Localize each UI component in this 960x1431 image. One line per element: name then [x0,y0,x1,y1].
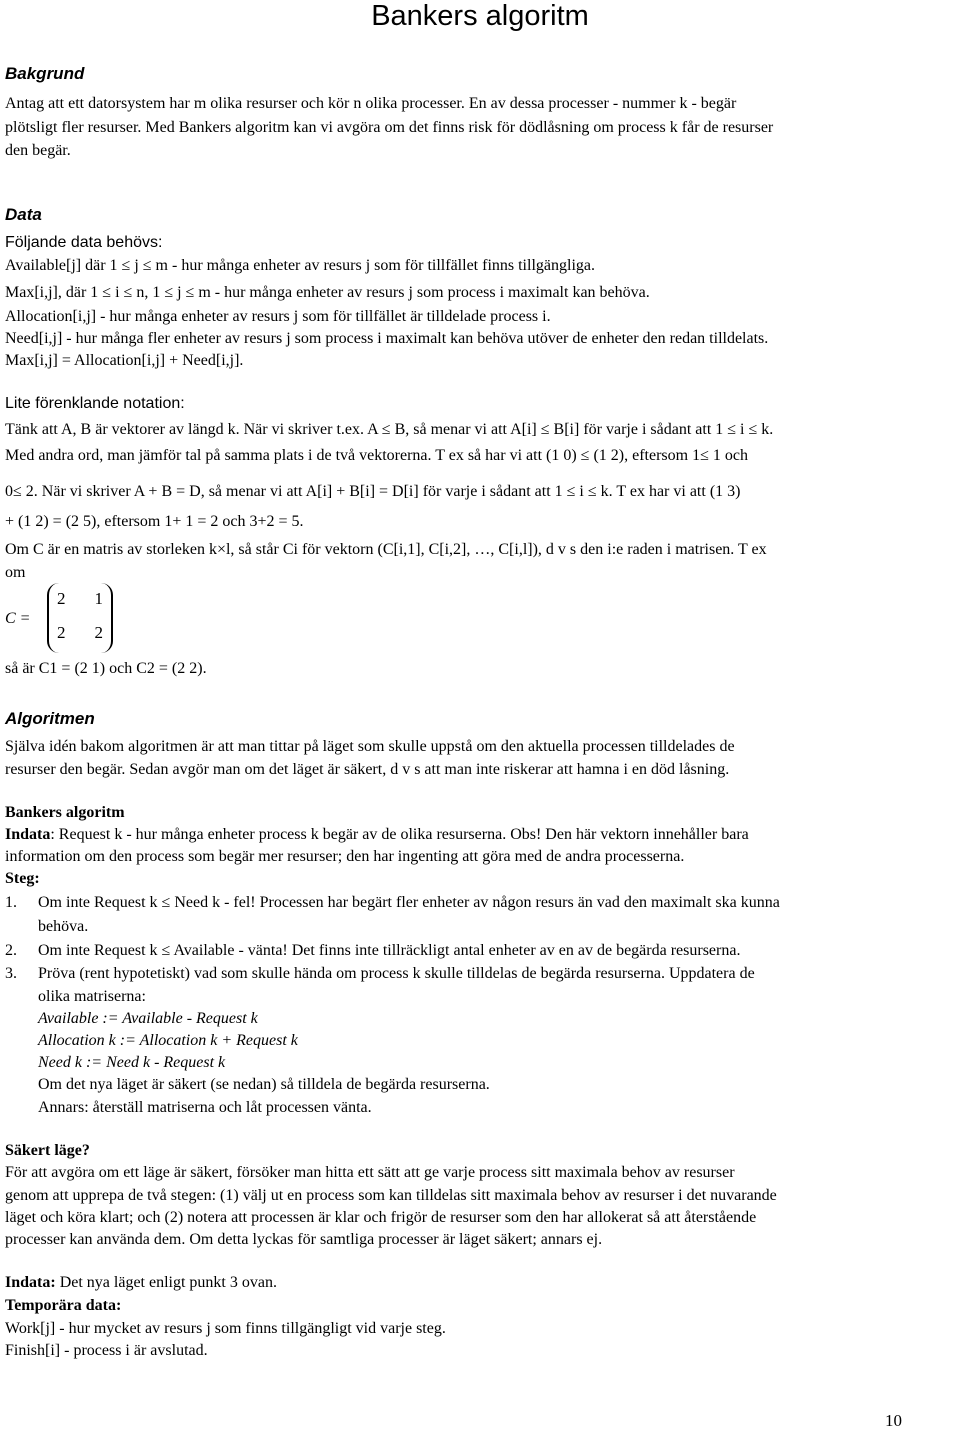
heading-data: Data [5,205,42,224]
paragraph-line: Själva idén bakom algoritmen är att man tittar på läget som skulle uppstå om den aktuella processen tilldelades de [5,738,735,755]
paragraph-line: resurser den begär. Sedan avgör man om det läget är säkert, d v s att man inte riskerar att hamna i en död låsning. [5,761,730,778]
matrix-c [47,583,113,653]
indata-label: Indata [5,826,51,843]
definition-max: Max[i,j], där 1 ≤ i ≤ n, 1 ≤ j ≤ m - hur många enheter av resurs j som process i maximalt kan behöva. [5,284,650,301]
step-number: 3. [5,965,17,982]
matrix-row [57,589,103,609]
paragraph-line: Med andra ord, man jämför tal på samma plats i de två vektorerna. T ex så har vi att (1 0) ≤ (1 2), eftersom 1≤ 1 och [5,447,748,464]
step-formula: Available := Available - Request k [38,1010,258,1027]
matrix-rows-line: så är C1 = (2 1) och C2 = (2 2). [5,660,207,677]
paragraph-line: Lite förenklande notation: [5,395,185,412]
paragraph-line: Om C är en matris av storleken k×l, så står Ci för vektorn (C[i,1], C[i,2], …, C[i,l]), d v s den i:e raden i matrisen. T ex [5,541,767,558]
heading-bankers: Bankers algoritm [5,804,125,821]
temp-finish: Finish[i] - process i är avslutad. [5,1342,208,1359]
heading-bakgrund: Bakgrund [5,64,85,83]
definition-available: Available[j] där 1 ≤ j ≤ m - hur många enheter av resurs j som för tillfället finns tillgängliga. [5,257,595,274]
step-text: Om inte Request k ≤ Available - vänta! Det finns inte tillräckligt antal enheter av en av de begärda resurserna. [38,942,741,959]
paragraph-line: + (1 2) = (2 5), eftersom 1+ 1 = 2 och 3+2 = 5. [5,513,304,530]
matrix-cell: 2 [57,623,66,642]
step-text: behöva. [38,918,89,935]
paragraph-line: Tänk att A, B är vektorer av längd k. När vi skriver t.ex. A ≤ B, så menar vi att A[i] ≤ B[i] för varje i sådant att 1 ≤ i ≤ k. [5,421,774,438]
indata-label: Indata: [5,1274,56,1291]
definition-allocation: Allocation[i,j] - hur många enheter av resurs j som för tillfället är tilldelade process i. [5,308,551,325]
definition-equation: Max[i,j] = Allocation[i,j] + Need[i,j]. [5,352,244,369]
indata-line [5,825,749,845]
step-text: Annars: återställ matriserna och låt processen vänta. [38,1099,372,1116]
paragraph-line: läget och köra klart; och (2) notera att processen är klar och frigör de resurser som den har allokerat så att återstående [5,1209,757,1226]
matrix-label: C = [5,610,31,627]
definition-need: Need[i,j] - hur många fler enheter av resurs j som process i maximalt kan behöva utöver de enheter den redan tilldelats. [5,330,769,347]
step-text: Pröva (rent hypotetiskt) vad som skulle hända om process k skulle tilldelas de begärda resurserna. Uppdatera de [38,965,755,982]
paragraph-line: För att avgöra om ett läge är säkert, försöker man hitta ett sätt att ge varje process sitt maximala behov av resurser [5,1164,735,1181]
temp-work: Work[j] - hur mycket av resurs j som finns tillgängligt vid varje steg. [5,1320,446,1337]
heading-sakert-lage: Säkert läge? [5,1142,90,1159]
step-formula: Allocation k := Allocation k + Request k [38,1032,298,1049]
indata-new-state [5,1273,277,1293]
page-title: Bankers algoritm [371,0,589,32]
paragraph-line: den begär. [5,142,71,159]
paragraph-line: 0≤ 2. När vi skriver A + B = D, så menar vi att A[i] + B[i] = D[i] för varje i sådant att 1 ≤ i ≤ k. T ex har vi att (1 3) [5,483,741,500]
paragraph-line: information om den process som begär mer resurser; den har ingenting att göra med de andra processerna. [5,848,685,865]
indata-text: Det nya läget enligt punkt 3 ovan. [55,1274,277,1291]
matrix-cell: 1 [94,589,103,608]
matrix-row [57,623,103,643]
heading-algoritmen: Algoritmen [5,709,95,728]
temp-data-label: Temporära data: [5,1297,122,1314]
step-text: Om det nya läget är säkert (se nedan) så tilldela de begärda resurserna. [38,1076,490,1093]
paragraph-line: genom att upprepa de två stegen: (1) välj ut en process som kan tilldelas sitt maximala behov av resurser i det nuvarande [5,1187,777,1204]
steg-label: Steg: [5,870,40,887]
paragraph-line: Följande data behövs: [5,234,163,251]
indata-text: : Request k - hur många enheter process k begär av de olika resurserna. Obs! Den här vektorn innehåller bara [50,826,749,843]
step-number: 1. [5,894,17,911]
step-text: Om inte Request k ≤ Need k - fel! Processen har begärt fler enheter av någon resurs än vad den maximalt ska kunna [38,894,780,911]
paragraph-line: processer kan använda dem. Om detta lyckas för samtliga processer är läget säkert; annars ej. [5,1231,603,1248]
matrix-cell: 2 [94,623,103,642]
paragraph-line: Antag att ett datorsystem har m olika resurser och kör n olika processer. En av dessa processer - nummer k - begär [5,95,737,112]
paragraph-line: om [5,564,26,581]
paragraph-line: plötsligt fler resurser. Med Bankers algoritm kan vi avgöra om det finns risk för dödlåsning om process k får de resurser [5,119,774,136]
step-number: 2. [5,942,17,959]
matrix-cell: 2 [57,589,66,608]
page-number: 10 [885,1411,902,1430]
step-text: olika matriserna: [38,988,146,1005]
step-formula: Need k := Need k - Request k [38,1054,226,1071]
